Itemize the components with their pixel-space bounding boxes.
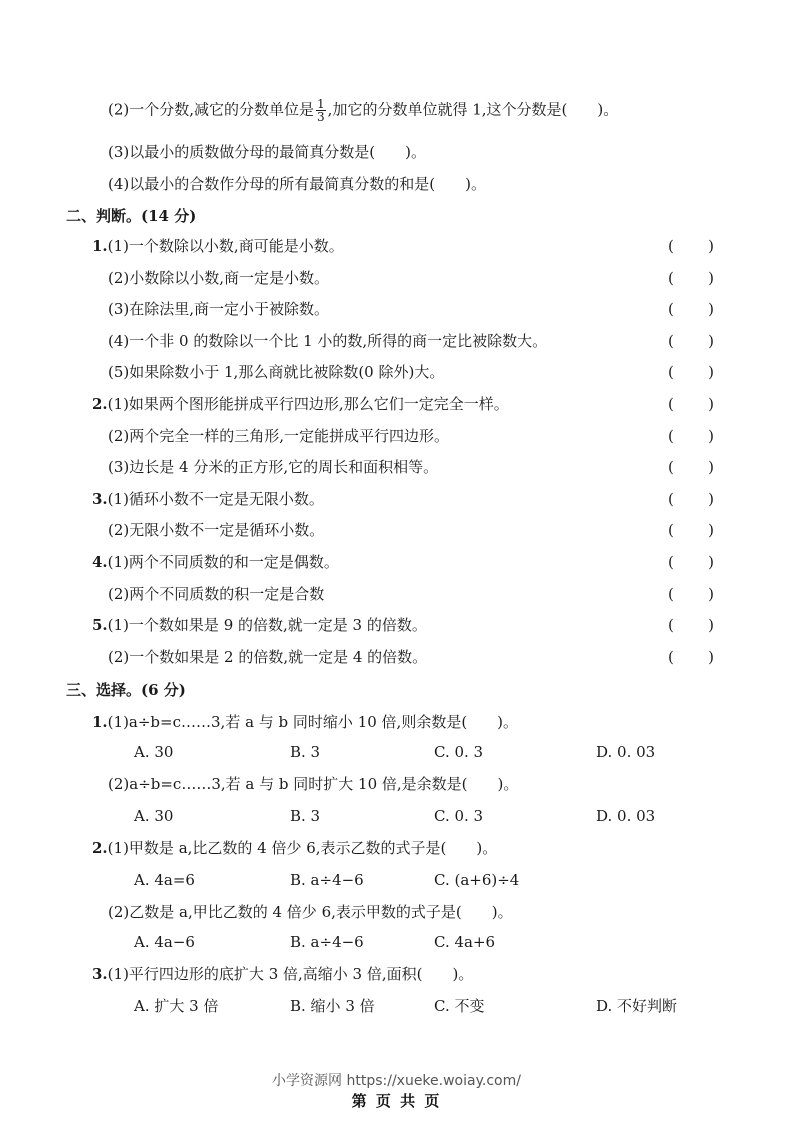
option-b: B. a÷4−6 [290, 933, 364, 951]
question-text: (2)两个不同质数的积一定是合数 [108, 585, 325, 603]
judge-item [92, 236, 344, 256]
choice-question-2-2: (2)乙数是 a,甲比乙数的 4 倍少 6,表示甲数的式子是( )。 [108, 903, 513, 921]
question-number: 2. [92, 395, 108, 413]
option-d: D. 0. 03 [596, 807, 656, 825]
judge-item [92, 489, 324, 509]
judge-item [108, 362, 444, 382]
judge-item [108, 584, 324, 604]
paren-left: ( [668, 490, 674, 508]
section-2-title: 二、判断。(14 分) [66, 207, 197, 225]
paren-right: ) [708, 490, 714, 508]
fraction-numerator: 1 [317, 97, 325, 111]
paren-right: ) [708, 427, 714, 445]
option-d: D. 0. 03 [596, 743, 656, 761]
answer-blank[interactable] [668, 362, 714, 382]
answer-blank[interactable] [668, 584, 714, 604]
question-number: 1. [92, 713, 108, 731]
option-c: C. 0. 3 [434, 807, 484, 825]
option-a: A. 4a=6 [134, 871, 195, 889]
answer-blank[interactable] [668, 520, 714, 540]
fill-question-4: (4)以最小的合数作分母的所有最简真分数的和是( )。 [108, 175, 486, 193]
paren-left: ( [668, 332, 674, 350]
question-text: (1)甲数是 a,比乙数的 4 倍少 6,表示乙数的式子是( )。 [107, 839, 498, 857]
question-text: (4)一个非 0 的数除以一个比 1 小的数,所得的商一定比被除数大。 [108, 332, 548, 350]
choice-question-3-1 [92, 964, 473, 984]
question-text: (1)一个数除以小数,商可能是小数。 [107, 237, 344, 255]
option-c: C. (a+6)÷4 [434, 871, 520, 889]
option-a: A. 4a−6 [134, 933, 195, 951]
question-text: (3)在除法里,商一定小于被除数。 [108, 300, 330, 318]
section-3-title: 三、选择。(6 分) [66, 681, 186, 699]
option-b: B. 3 [290, 807, 321, 825]
answer-blank[interactable] [668, 299, 714, 319]
option-a: A. 扩大 3 倍 [134, 997, 219, 1015]
question-number: 5. [92, 616, 108, 634]
paren-left: ( [668, 427, 674, 445]
question-number: 1. [92, 237, 108, 255]
paren-left: ( [668, 585, 674, 603]
paren-right: ) [708, 458, 714, 476]
question-text: (1)循环小数不一定是无限小数。 [107, 490, 324, 508]
paren-left: ( [668, 616, 674, 634]
paren-left: ( [668, 395, 674, 413]
question-number: 3. [92, 965, 108, 983]
paren-right: ) [708, 395, 714, 413]
paren-left: ( [668, 521, 674, 539]
paren-right: ) [708, 553, 714, 571]
question-text: (1)a÷b=c……3,若 a 与 b 同时缩小 10 倍,则余数是( )。 [107, 713, 519, 731]
choice-question-2-1 [92, 838, 497, 858]
judge-item [108, 647, 427, 667]
question-text: (1)平行四边形的底扩大 3 倍,高缩小 3 倍,面积( )。 [107, 965, 474, 983]
answer-blank[interactable] [668, 331, 714, 351]
paren-right: ) [708, 363, 714, 381]
answer-blank[interactable] [668, 552, 714, 572]
judge-item [108, 331, 547, 351]
paren-left: ( [668, 363, 674, 381]
fraction-denominator: 3 [317, 110, 325, 124]
question-text: (5)如果除数小于 1,那么商就比被除数(0 除外)大。 [108, 363, 445, 381]
judge-item [92, 552, 339, 572]
question-number: 2. [92, 839, 108, 857]
answer-blank[interactable] [668, 268, 714, 288]
question-text: (1)如果两个图形能拼成平行四边形,那么它们一定完全一样。 [107, 395, 509, 413]
judge-item [108, 426, 449, 446]
question-text: (1)两个不同质数的和一定是偶数。 [107, 553, 339, 571]
question-text: (1)一个数如果是 9 的倍数,就一定是 3 的倍数。 [107, 616, 427, 634]
judge-item [108, 268, 329, 288]
source-watermark: 小学资源网 https://xueke.woiay.com/ [272, 1073, 521, 1089]
option-b: B. 缩小 3 倍 [290, 997, 375, 1015]
choice-question-1-2: (2)a÷b=c……3,若 a 与 b 同时扩大 10 倍,是余数是( )。 [108, 775, 519, 793]
option-c: C. 4a+6 [434, 933, 496, 951]
question-number: 4. [92, 553, 108, 571]
page-number-label: 第 页 共 页 [351, 1092, 442, 1110]
paren-right: ) [708, 648, 714, 666]
fill-question-2-before: (2)一个分数,减它的分数单位是 [108, 100, 315, 119]
fraction-one-third [316, 98, 326, 123]
fill-question-2-after: ,加它的分数单位就得 1,这个分数是( )。 [327, 100, 619, 119]
option-b: B. 3 [290, 743, 321, 761]
paren-right: ) [708, 585, 714, 603]
answer-blank[interactable] [668, 394, 714, 414]
choice-question-1-1 [92, 712, 518, 732]
answer-blank[interactable] [668, 236, 714, 256]
judge-item [92, 394, 509, 414]
fill-question-2 [108, 98, 618, 123]
paren-right: ) [708, 616, 714, 634]
question-text: (3)边长是 4 分米的正方形,它的周长和面积相等。 [108, 458, 439, 476]
question-text: (2)一个数如果是 2 的倍数,就一定是 4 的倍数。 [108, 648, 428, 666]
question-text: (2)两个完全一样的三角形,一定能拼成平行四边形。 [108, 427, 450, 445]
question-text: (2)小数除以小数,商一定是小数。 [108, 269, 330, 287]
answer-blank[interactable] [668, 489, 714, 509]
judge-item [108, 299, 329, 319]
paren-left: ( [668, 300, 674, 318]
paren-right: ) [708, 521, 714, 539]
paren-left: ( [668, 648, 674, 666]
answer-blank[interactable] [668, 457, 714, 477]
answer-blank[interactable] [668, 647, 714, 667]
judge-item [108, 457, 438, 477]
paren-right: ) [708, 269, 714, 287]
option-c: C. 不变 [434, 997, 485, 1015]
question-number: 3. [92, 490, 108, 508]
fill-question-3: (3)以最小的质数做分母的最简真分数是( )。 [108, 143, 426, 161]
option-d: D. 不好判断 [596, 997, 678, 1015]
paren-left: ( [668, 553, 674, 571]
option-a: A. 30 [134, 807, 174, 825]
paren-right: ) [708, 300, 714, 318]
question-text: (2)无限小数不一定是循环小数。 [108, 521, 325, 539]
judge-item [108, 520, 324, 540]
judge-item [92, 615, 427, 635]
option-c: C. 0. 3 [434, 743, 484, 761]
option-b: B. a÷4−6 [290, 871, 364, 889]
paren-left: ( [668, 458, 674, 476]
paren-right: ) [708, 332, 714, 350]
answer-blank[interactable] [668, 426, 714, 446]
paren-left: ( [668, 237, 674, 255]
paren-left: ( [668, 269, 674, 287]
paren-right: ) [708, 237, 714, 255]
answer-blank[interactable] [668, 615, 714, 635]
option-a: A. 30 [134, 743, 174, 761]
